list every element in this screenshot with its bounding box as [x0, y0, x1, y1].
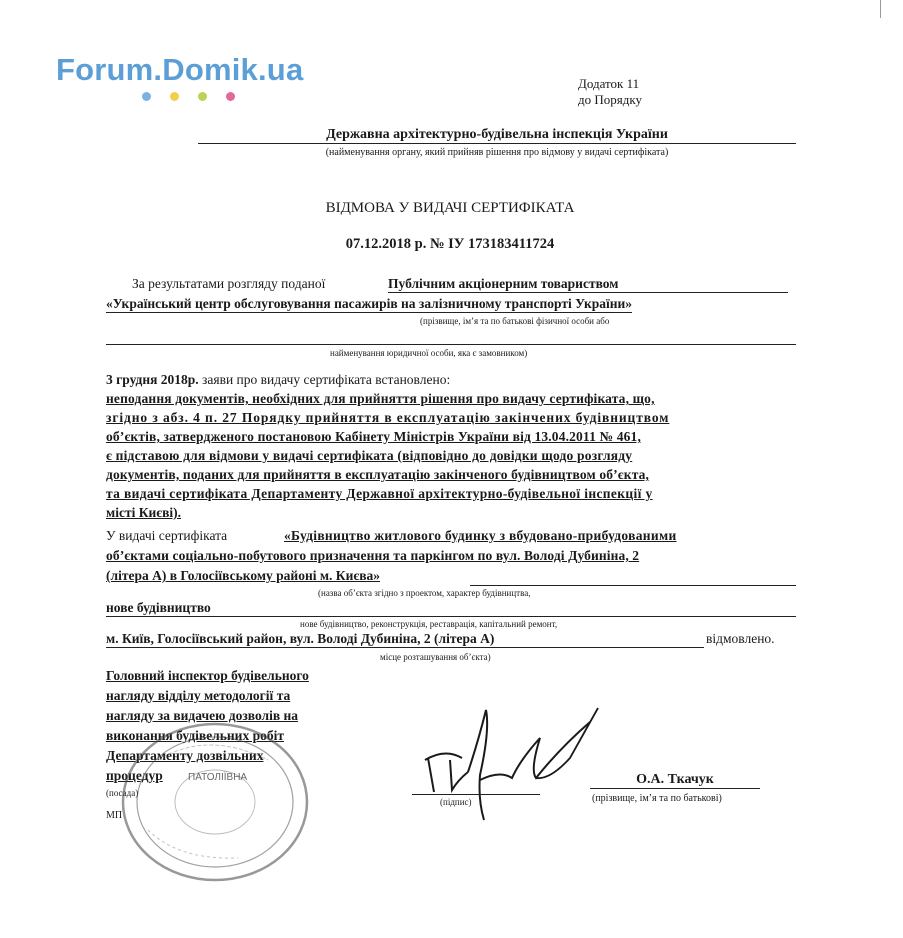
position-line: нагляду відділу методології та	[106, 688, 291, 703]
applicant-caption-1: (прізвище, ім’я та по батькові фізичної особи або	[420, 316, 610, 326]
dot-icon	[198, 92, 207, 101]
stamp-text: ПАТОЛІЇВНА	[188, 772, 248, 783]
reason-line: згідно з абз. 4 п. 27 Порядку прийняття в експлуатацію закінчених будівництвом	[106, 410, 670, 425]
position-line: нагляду за видачею дозволів на	[106, 708, 299, 723]
position-line: Департаменту дозвільних	[106, 748, 264, 763]
position-caption: (посада)	[106, 788, 139, 798]
dot-icon	[226, 92, 235, 101]
handwritten-signature	[420, 700, 610, 830]
reason-line: документів, поданих для прийняття в експлуатацію закінченого будівництвом об’єкта,	[106, 467, 650, 482]
signer-name-caption: (прізвище, ім’я та по батькові)	[592, 793, 722, 804]
stamp-label: МП	[106, 810, 123, 821]
position-line: виконання будівельних робіт	[106, 728, 284, 743]
denial-lead: У видачі сертифіката	[106, 528, 228, 543]
construction-type: нове будівництво	[106, 600, 796, 617]
address-caption: місце розташування об’єкта)	[380, 652, 491, 662]
applicant-caption-2: найменування юридичної особи, яка є замовником)	[330, 348, 528, 358]
object-name-line: «Будівництво житлового будинку з вбудовано-прибудованими	[284, 528, 677, 543]
object-line-fill	[470, 570, 796, 586]
applicant-name-line-1: Публічним акціонерним товариством	[388, 276, 788, 293]
reason-line: неподання документів, необхідних для прийняття рішення про видачу сертифіката, що,	[106, 391, 655, 406]
reason-line: та видачі сертифіката Департаменту Державної архітектурно-будівельної інспекції у	[106, 486, 653, 501]
document-number: 07.12.2018 р. № ІУ 173183411724	[345, 236, 555, 252]
issuer-name: Державна архітектурно-будівельна інспекція України	[198, 127, 796, 144]
denial-result: відмовлено.	[706, 631, 775, 646]
signer-name: О.А. Ткачук	[590, 772, 760, 789]
findings-intro-text: заяви про видачу сертифіката встановлено:	[198, 372, 451, 387]
reason-line: об’єктів, затвердженого постановою Кабінету Міністрів України від 13.04.2011 № 461,	[106, 429, 641, 444]
reason-line: є підставою для відмови у видачі сертифіката (відповідно до довідки щодо розгляду	[106, 448, 633, 463]
position-line: Головний інспектор будівельного	[106, 668, 309, 683]
dot-icon	[142, 92, 151, 101]
issuer-caption: (найменування органу, який прийняв рішення про відмову у видачі сертифіката)	[325, 147, 669, 158]
annex-line-1: Додаток 11	[578, 76, 640, 91]
object-name-line: (літера А) в Голосіївському районі м. Києва»	[106, 568, 380, 583]
findings-intro	[106, 372, 450, 388]
application-date: 3 грудня 2018р.	[106, 372, 199, 387]
object-name-line: об’єктами соціально-побутового призначення та паркінгом по вул. Володі Дубиніна, 2	[106, 548, 640, 563]
annex-line-2: до Порядку	[578, 92, 642, 107]
signature-caption: (підпис)	[440, 797, 472, 807]
watermark-dots	[142, 88, 254, 106]
object-caption: (назва об’єкта згідно з проектом, характер будівництва,	[318, 588, 531, 598]
document-title: ВІДМОВА У ВИДАЧІ СЕРТИФІКАТА	[325, 200, 575, 216]
applicant-name-line-2: «Український центр обслуговування пасажирів на залізничному транспорті України»	[106, 296, 633, 311]
reason-line: місті Києві).	[106, 505, 182, 520]
official-stamp	[118, 720, 313, 885]
applicant-blank-line	[106, 332, 796, 345]
position-line: процедур	[106, 768, 163, 783]
dot-icon	[170, 92, 179, 101]
object-address: м. Київ, Голосіївський район, вул. Володі Дубиніна, 2 (літера А)	[106, 631, 704, 648]
scan-edge-line	[880, 0, 881, 18]
annex-reference	[578, 76, 642, 108]
construction-caption: нове будівництво, реконструкція, реставрація, капітальний ремонт,	[300, 619, 558, 629]
watermark-logo: Forum.Domik.ua	[56, 52, 304, 87]
applicant-lead: За результатами розгляду поданої	[132, 276, 326, 291]
signature-line	[412, 782, 540, 795]
